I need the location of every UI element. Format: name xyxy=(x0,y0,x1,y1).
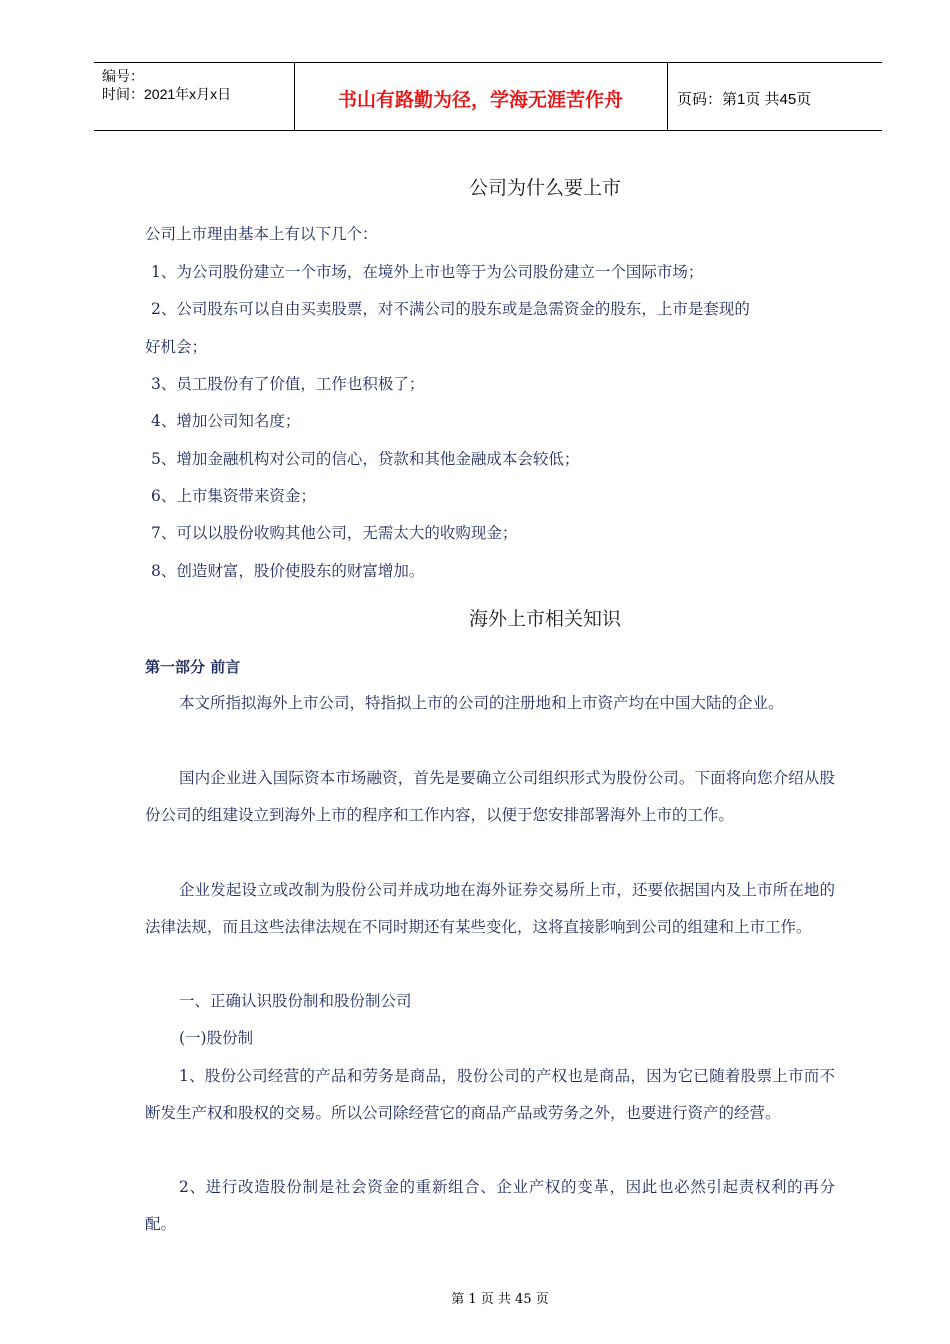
paragraph: (一)股份制 xyxy=(179,1029,254,1047)
number-label: 编号： xyxy=(102,68,144,84)
paragraph: 2、进行改造股份制是社会资金的重新组合、企业产权的变革，因此也必然引起责权利的再分配。 xyxy=(145,1178,835,1233)
reason-item: 7、可以以股份收购其他公司，无需太大的收购现金； xyxy=(151,524,518,542)
intro-text: 公司上市理由基本上有以下几个： xyxy=(145,225,378,243)
header-divider xyxy=(667,63,668,130)
header-page-info: 页码：第1页 共45页 xyxy=(677,91,812,108)
reason-item: 1、为公司股份建立一个市场，在境外上市也等于为公司股份建立一个国际市场； xyxy=(151,263,704,281)
reason-item: 8、创造财富，股价使股东的财富增加。 xyxy=(151,562,425,580)
header-motto: 书山有路勤为径，学海无涯苦作舟 xyxy=(337,89,623,111)
reason-item: 5、增加金融机构对公司的信心，贷款和其他金融成本会较低； xyxy=(151,450,580,468)
reason-item: 2、公司股东可以自由买卖股票，对不满公司的股东或是急需资金的股东，上市是套现的 xyxy=(151,300,750,318)
header-meta xyxy=(102,67,231,103)
section-title: 海外上市相关知识 xyxy=(468,608,621,630)
paragraph: 企业发起设立或改制为股份公司并成功地在海外证券交易所上市，还要依据国内及上市所在地的法律法规，而且这些法律法规在不同时期还有某些变化，这将直接影响到公司的组建和上市工作。 xyxy=(145,881,835,936)
paragraph: 国内企业进入国际资本市场融资，首先是要确立公司组织形式为股份公司。下面将向您介绍从股份公司的组建设立到海外上市的程序和工作内容，以便于您安排部署海外上市的工作。 xyxy=(145,769,835,824)
page-header xyxy=(94,62,882,131)
reason-item: 3、员工股份有了价值，工作也积极了； xyxy=(151,375,425,393)
time-label: 时间：2021年x月x日 xyxy=(102,86,232,102)
paragraph: 一、正确认识股份制和股份制公司 xyxy=(179,992,412,1010)
reason-item: 6、上市集资带来资金； xyxy=(151,487,316,505)
paragraph: 本文所指拟海外上市公司，特指拟上市的公司的注册地和上市资产均在中国大陆的企业。 xyxy=(179,694,784,712)
reason-item: 好机会； xyxy=(145,338,208,356)
section-heading: 第一部分 前言 xyxy=(145,658,241,676)
paragraph: 1、股份公司经营的产品和劳务是商品，股份公司的产权也是商品，因为它已随着股票上市而不断发生产权和股权的交易。所以公司除经营它的商品产品或劳务之外，也要进行资产的经营。 xyxy=(145,1067,835,1122)
document-title: 公司为什么要上市 xyxy=(468,177,621,199)
reason-item: 4、增加公司知名度； xyxy=(151,412,301,430)
page-footer: 第 1 页 共 45 页 xyxy=(451,1292,549,1307)
